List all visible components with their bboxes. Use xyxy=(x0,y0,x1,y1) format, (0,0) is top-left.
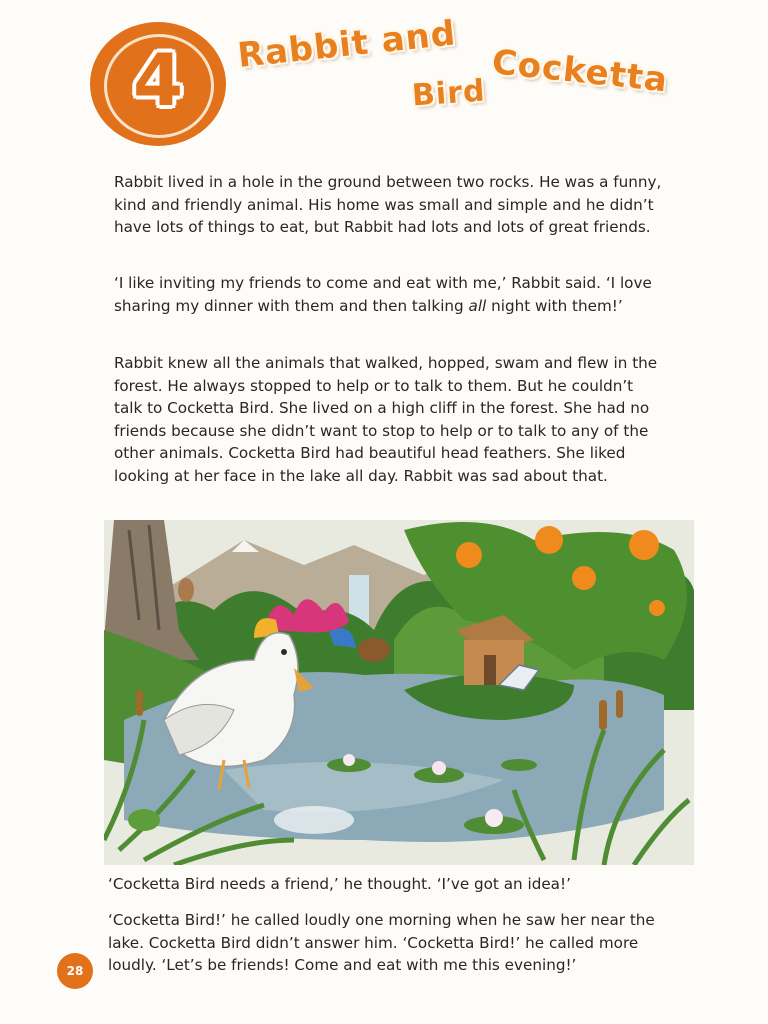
chapter-title-line2: Bird xyxy=(410,73,487,114)
orange-fruit xyxy=(456,542,482,568)
chapter-title-line1-b: Cocketta xyxy=(490,42,670,101)
frog xyxy=(128,809,160,831)
story-paragraph-2 xyxy=(114,272,666,317)
bird-eye xyxy=(281,649,287,655)
story-paragraph-3: Rabbit knew all the animals that walked, hopped, swam and flew in the forest. He always stopped to help or to talk to them. But he couldn’t talk to Cocketta Bird. She lived on a high cliff in the forest. She had no friends because she didn’t want to stop to help or to talk to any of the other animals. Cocketta Bird had beautiful head feathers. She liked looking at her face in the lake all day. Rabbit was sad about that. xyxy=(114,354,658,485)
chapter-title xyxy=(235,13,680,116)
story-paragraph-1: Rabbit lived in a hole in the ground between two rocks. He was a funny, kind and friendly animal. His home was small and simple and he didn’t have lots of things to eat, but Rabbit had lots and lots of great friends. xyxy=(114,173,662,236)
chapter-badge xyxy=(90,22,226,146)
beaver xyxy=(358,638,390,662)
orange-fruit xyxy=(572,566,596,590)
orange-fruit xyxy=(535,526,563,554)
lily-pad xyxy=(501,759,537,771)
hut-door xyxy=(484,655,496,685)
story-paragraph-5: ‘Cocketta Bird!’ he called loudly one morning when he saw her near the lake. Cocketta Bird didn’t answer him. ‘Cocketta Bird!’ he called more loudly. ‘Let’s be friends! Come and eat with me this evening!’ xyxy=(108,911,655,974)
water-lily xyxy=(485,809,503,827)
water-lily xyxy=(343,754,355,766)
orange-fruit xyxy=(629,530,659,560)
orange-fruit xyxy=(649,600,665,616)
bird-reflection xyxy=(274,806,354,834)
rabbit xyxy=(178,578,194,602)
story-paragraph-2-end: night with them!’ xyxy=(486,296,623,315)
story-illustration xyxy=(104,520,694,865)
story-paragraph-4: ‘Cocketta Bird needs a friend,’ he thought. ‘I’ve got an idea!’ xyxy=(108,875,571,893)
bulrush xyxy=(616,690,623,718)
water-lily xyxy=(432,761,446,775)
chapter-number: 4 xyxy=(132,38,184,122)
bulrush xyxy=(136,690,143,716)
bulrush xyxy=(599,700,607,730)
story-paragraph-2-start: ‘I like inviting my friends to come and eat with me,’ Rabbit said. ‘I love sharing my dinner with them and then talking xyxy=(114,274,652,315)
story-paragraph-2-emphasis: all xyxy=(468,296,487,315)
chapter-title-line1-a: Rabbit and xyxy=(235,13,458,76)
page-number: 28 xyxy=(57,953,93,989)
